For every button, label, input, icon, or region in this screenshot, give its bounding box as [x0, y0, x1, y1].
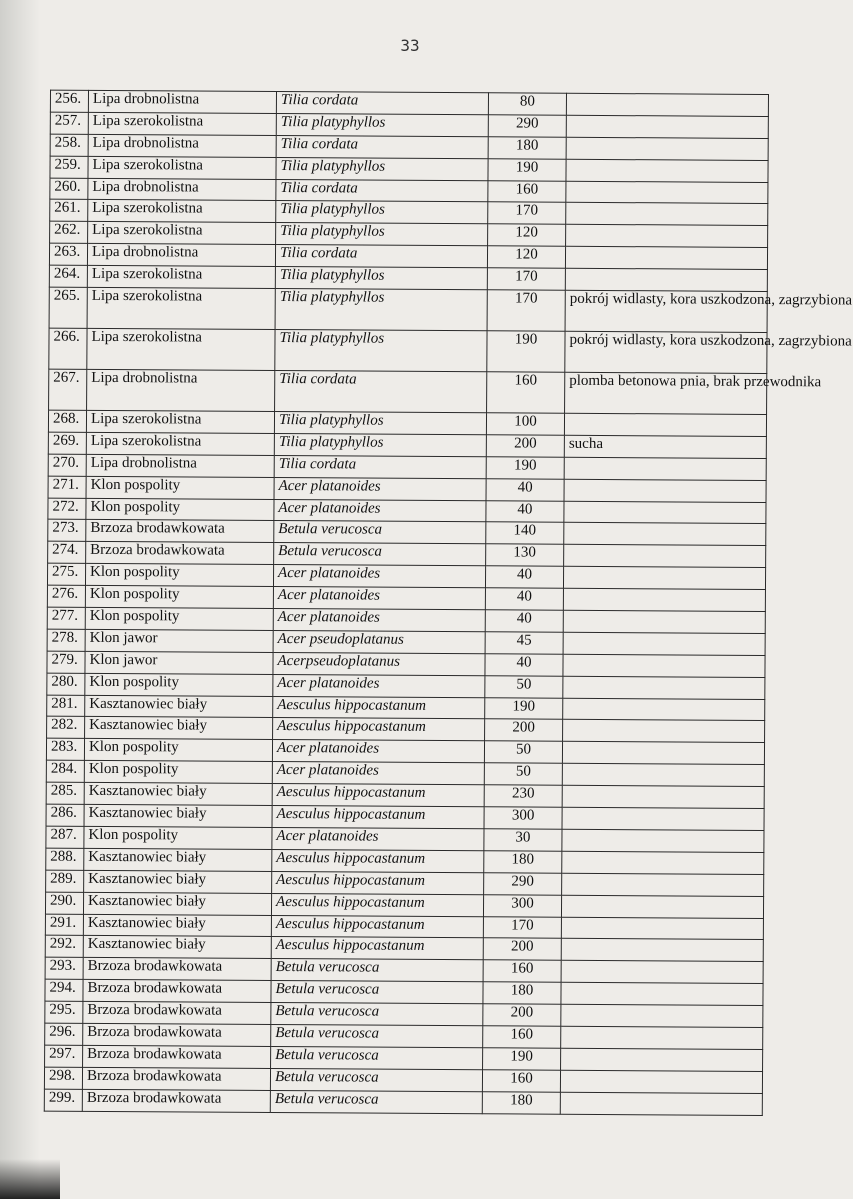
latin-name: Acer platanoides	[273, 565, 485, 588]
polish-name: Kasztanowiec biały	[84, 848, 272, 871]
latin-name: Acer platanoides	[273, 587, 485, 610]
row-note	[566, 115, 768, 138]
latin-name: Tilia platyphyllos	[276, 113, 488, 136]
row-number: 278.	[47, 629, 85, 651]
polish-name: Lipa szerokolistna	[87, 287, 275, 329]
measurement-value: 100	[486, 413, 564, 435]
measurement-value: 290	[488, 115, 566, 137]
polish-name: Brzoza brodawkowata	[83, 1001, 271, 1024]
row-number: 291.	[45, 914, 83, 936]
row-note	[560, 1070, 762, 1093]
latin-name: Tilia cordata	[275, 245, 487, 268]
row-number: 275.	[47, 563, 85, 585]
row-note	[566, 93, 768, 116]
measurement-value: 40	[485, 610, 563, 632]
polish-name: Brzoza brodawkowata	[83, 1023, 271, 1046]
row-note	[566, 181, 768, 204]
polish-name: Brzoza brodawkowata	[83, 979, 271, 1002]
polish-name: Klon pospolity	[85, 585, 273, 608]
row-note	[561, 1048, 763, 1071]
polish-name: Brzoza brodawkowata	[86, 542, 274, 565]
latin-name: Betula verucosca	[271, 1024, 483, 1047]
measurement-value: 50	[484, 763, 562, 785]
row-number: 287.	[46, 826, 84, 848]
polish-name: Lipa szerokolistna	[88, 156, 276, 179]
row-note	[566, 203, 768, 226]
row-number: 286.	[46, 804, 84, 826]
row-number: 259.	[50, 156, 88, 178]
measurement-value: 170	[488, 202, 566, 224]
latin-name: Acer pseudoplatanus	[273, 630, 485, 653]
scan-corner-shadow	[0, 1159, 60, 1199]
row-note	[561, 939, 763, 962]
latin-name: Tilia cordata	[274, 455, 486, 478]
polish-name: Kasztanowiec biały	[83, 914, 271, 937]
latin-name: Betula verucosca	[271, 959, 483, 982]
latin-name: Tilia platyphyllos	[275, 267, 487, 290]
latin-name: Acer platanoides	[272, 740, 484, 763]
latin-name: Tilia cordata	[275, 371, 487, 413]
row-note	[562, 764, 764, 787]
row-number: 258.	[50, 134, 88, 156]
row-note	[565, 246, 767, 269]
row-note	[563, 654, 765, 677]
latin-name: Acer platanoides	[273, 674, 485, 697]
measurement-value: 120	[487, 246, 565, 268]
row-note	[562, 807, 764, 830]
row-note	[562, 742, 764, 765]
latin-name: Betula verucosca	[274, 521, 486, 544]
measurement-value: 190	[487, 331, 565, 372]
row-number: 271.	[48, 476, 86, 498]
table-row	[49, 328, 767, 373]
polish-name: Klon pospolity	[86, 476, 274, 499]
row-note	[560, 1092, 762, 1115]
measurement-value: 300	[483, 894, 561, 916]
row-number: 297.	[45, 1045, 83, 1067]
polish-name: Klon pospolity	[86, 498, 274, 521]
polish-name: Lipa drobnolistna	[86, 454, 274, 477]
row-number: 277.	[47, 607, 85, 629]
polish-name: Kasztanowiec biały	[84, 804, 272, 827]
row-number: 276.	[47, 585, 85, 607]
row-number: 282.	[47, 717, 85, 739]
row-number: 284.	[46, 760, 84, 782]
latin-name: Betula verucosca	[271, 981, 483, 1004]
measurement-value: 40	[485, 588, 563, 610]
polish-name: Lipa drobnolistna	[87, 369, 275, 411]
latin-name: Aesculus hippocastanum	[271, 915, 483, 938]
polish-name: Lipa drobnolistna	[88, 134, 276, 157]
measurement-value: 290	[484, 872, 562, 894]
row-number: 257.	[50, 112, 88, 134]
polish-name: Brzoza brodawkowata	[82, 1089, 270, 1112]
latin-name: Acer platanoides	[272, 762, 484, 785]
row-number: 299.	[44, 1089, 82, 1111]
polish-name: Brzoza brodawkowata	[83, 1045, 271, 1068]
table-body	[44, 90, 853, 1115]
latin-name: Aesculus hippocastanum	[271, 937, 483, 960]
measurement-value: 180	[482, 1091, 560, 1113]
measurement-value: 160	[482, 1070, 560, 1092]
row-number: 294.	[45, 979, 83, 1001]
measurement-value: 140	[486, 522, 564, 544]
polish-name: Klon pospolity	[85, 564, 273, 587]
measurement-value: 190	[486, 457, 564, 479]
row-number: 260.	[50, 178, 88, 200]
table-row	[49, 369, 767, 414]
row-number: 290.	[45, 892, 83, 914]
row-note	[561, 1026, 763, 1049]
row-number: 293.	[45, 957, 83, 979]
row-number: 280.	[47, 673, 85, 695]
row-note	[563, 720, 765, 743]
polish-name: Klon pospolity	[84, 739, 272, 762]
row-note	[563, 567, 765, 590]
measurement-value: 190	[485, 697, 563, 719]
row-number: 281.	[47, 695, 85, 717]
latin-name: Aesculus hippocastanum	[272, 784, 484, 807]
row-note	[564, 413, 766, 436]
row-number: 262.	[50, 221, 88, 243]
row-number: 268.	[48, 410, 86, 432]
latin-name: Betula verucosca	[271, 1046, 483, 1069]
row-number: 285.	[46, 782, 84, 804]
latin-name: Betula verucosca	[274, 543, 486, 566]
latin-name: Aesculus hippocastanum	[272, 849, 484, 872]
polish-name: Brzoza brodawkowata	[86, 520, 274, 543]
row-note	[564, 545, 766, 568]
latin-name: Tilia platyphyllos	[276, 157, 488, 180]
row-number: 266.	[49, 328, 87, 369]
measurement-value: 300	[484, 807, 562, 829]
latin-name: Acerpseudoplatanus	[273, 652, 485, 675]
row-number: 267.	[49, 369, 87, 410]
latin-name: Aesculus hippocastanum	[272, 806, 484, 829]
polish-name: Lipa drobnolistna	[88, 90, 276, 113]
polish-name: Kasztanowiec biały	[83, 936, 271, 959]
row-note	[562, 873, 764, 896]
row-note: plomba betonowa pnia, brak przewodnika	[565, 372, 767, 414]
polish-name: Brzoza brodawkowata	[83, 958, 271, 981]
measurement-value: 200	[483, 1004, 561, 1026]
measurement-value: 40	[485, 654, 563, 676]
latin-name: Tilia cordata	[276, 91, 488, 114]
measurement-value: 170	[487, 290, 565, 331]
polish-name: Lipa szerokolistna	[88, 200, 276, 223]
latin-name: Acer platanoides	[274, 477, 486, 500]
latin-name: Betula verucosca	[270, 1090, 482, 1113]
measurement-value: 45	[485, 632, 563, 654]
measurement-value: 180	[488, 137, 566, 159]
measurement-value: 40	[485, 566, 563, 588]
row-note	[561, 1004, 763, 1027]
polish-name: Lipa szerokolistna	[86, 432, 274, 455]
row-number: 292.	[45, 935, 83, 957]
latin-name: Tilia platyphyllos	[276, 201, 488, 224]
row-number: 256.	[50, 90, 88, 112]
row-note	[561, 961, 763, 984]
row-note	[561, 917, 763, 940]
measurement-value: 160	[483, 1026, 561, 1048]
measurement-value: 200	[486, 435, 564, 457]
measurement-value: 50	[484, 741, 562, 763]
polish-name: Kasztanowiec biały	[85, 695, 273, 718]
measurement-value: 200	[485, 719, 563, 741]
latin-name: Tilia platyphyllos	[275, 289, 487, 331]
row-note	[566, 137, 768, 160]
latin-name: Tilia platyphyllos	[274, 433, 486, 456]
page-number: 33	[400, 36, 420, 55]
latin-name: Aesculus hippocastanum	[273, 718, 485, 741]
polish-name: Lipa szerokolistna	[86, 410, 274, 433]
row-number: 283.	[46, 738, 84, 760]
measurement-value: 40	[486, 500, 564, 522]
measurement-value: 40	[486, 478, 564, 500]
row-note	[563, 698, 765, 721]
polish-name: Kasztanowiec biały	[85, 717, 273, 740]
polish-name: Lipa szerokolistna	[88, 222, 276, 245]
row-number: 264.	[49, 265, 87, 287]
row-number: 274.	[48, 541, 86, 563]
polish-name: Lipa szerokolistna	[87, 328, 275, 370]
row-note	[561, 895, 763, 918]
row-number: 289.	[46, 870, 84, 892]
row-number: 273.	[48, 520, 86, 542]
row-note	[562, 829, 764, 852]
row-note	[563, 610, 765, 633]
row-note	[566, 225, 768, 248]
row-note	[563, 676, 765, 699]
row-number: 263.	[49, 243, 87, 265]
latin-name: Betula verucosca	[270, 1068, 482, 1091]
polish-name: Klon jawor	[85, 651, 273, 674]
row-number: 296.	[45, 1023, 83, 1045]
measurement-value: 230	[484, 785, 562, 807]
row-number: 288.	[46, 848, 84, 870]
row-note	[562, 851, 764, 874]
page-edge-shadow	[0, 0, 40, 1199]
polish-name: Lipa drobnolistna	[88, 178, 276, 201]
latin-name: Betula verucosca	[271, 1003, 483, 1026]
row-number: 295.	[45, 1001, 83, 1023]
polish-name: Klon pospolity	[85, 607, 273, 630]
row-number: 279.	[47, 651, 85, 673]
polish-name: Kasztanowiec biały	[84, 870, 272, 893]
latin-name: Aesculus hippocastanum	[271, 893, 483, 916]
row-note	[563, 632, 765, 655]
polish-name: Brzoza brodawkowata	[82, 1067, 270, 1090]
measurement-value: 160	[483, 960, 561, 982]
polish-name: Lipa szerokolistna	[87, 265, 275, 288]
row-note	[564, 501, 766, 524]
latin-name: Acer platanoides	[273, 609, 485, 632]
row-note	[564, 479, 766, 502]
latin-name: Acer platanoides	[274, 499, 486, 522]
measurement-value: 120	[488, 224, 566, 246]
polish-name: Klon pospolity	[84, 826, 272, 849]
measurement-value: 50	[485, 675, 563, 697]
row-note	[566, 159, 768, 182]
tree-inventory-table	[44, 90, 853, 1116]
row-number: 298.	[44, 1067, 82, 1089]
latin-name: Tilia platyphyllos	[275, 330, 487, 372]
row-note	[564, 523, 766, 546]
latin-name: Tilia cordata	[276, 135, 488, 158]
row-number: 269.	[48, 432, 86, 454]
latin-name: Aesculus hippocastanum	[273, 696, 485, 719]
measurement-value: 170	[487, 268, 565, 290]
row-number: 270.	[48, 454, 86, 476]
row-note	[563, 588, 765, 611]
row-note	[565, 268, 767, 291]
measurement-value: 200	[483, 938, 561, 960]
polish-name: Lipa szerokolistna	[88, 112, 276, 135]
measurement-value: 80	[488, 93, 566, 115]
polish-name: Klon pospolity	[84, 761, 272, 784]
measurement-value: 170	[483, 916, 561, 938]
polish-name: Kasztanowiec biały	[83, 892, 271, 915]
row-note	[561, 982, 763, 1005]
measurement-value: 180	[484, 851, 562, 873]
row-number: 265.	[49, 287, 87, 328]
latin-name: Acer platanoides	[272, 827, 484, 850]
row-note: pokrój widlasty, kora uszkodzona, zagrzybiona	[565, 290, 767, 332]
row-note	[562, 785, 764, 808]
polish-name: Kasztanowiec biały	[84, 782, 272, 805]
polish-name: Lipa drobnolistna	[87, 244, 275, 267]
polish-name: Klon jawor	[85, 629, 273, 652]
measurement-value: 180	[483, 982, 561, 1004]
measurement-value: 190	[483, 1048, 561, 1070]
row-number: 272.	[48, 498, 86, 520]
row-note: sucha	[564, 435, 766, 458]
latin-name: Aesculus hippocastanum	[272, 871, 484, 894]
row-note: pokrój widlasty, kora uszkodzona, zagrzybiona	[565, 331, 767, 373]
measurement-value: 130	[486, 544, 564, 566]
table-row	[44, 1089, 762, 1115]
measurement-value: 160	[487, 372, 565, 413]
measurement-value: 30	[484, 829, 562, 851]
table-row	[49, 287, 767, 332]
row-note	[564, 457, 766, 480]
polish-name: Klon pospolity	[85, 673, 273, 696]
latin-name: Tilia platyphyllos	[274, 412, 486, 435]
measurement-value: 190	[488, 158, 566, 180]
row-number: 261.	[50, 200, 88, 222]
latin-name: Tilia cordata	[276, 179, 488, 202]
measurement-value: 160	[488, 180, 566, 202]
latin-name: Tilia platyphyllos	[276, 223, 488, 246]
